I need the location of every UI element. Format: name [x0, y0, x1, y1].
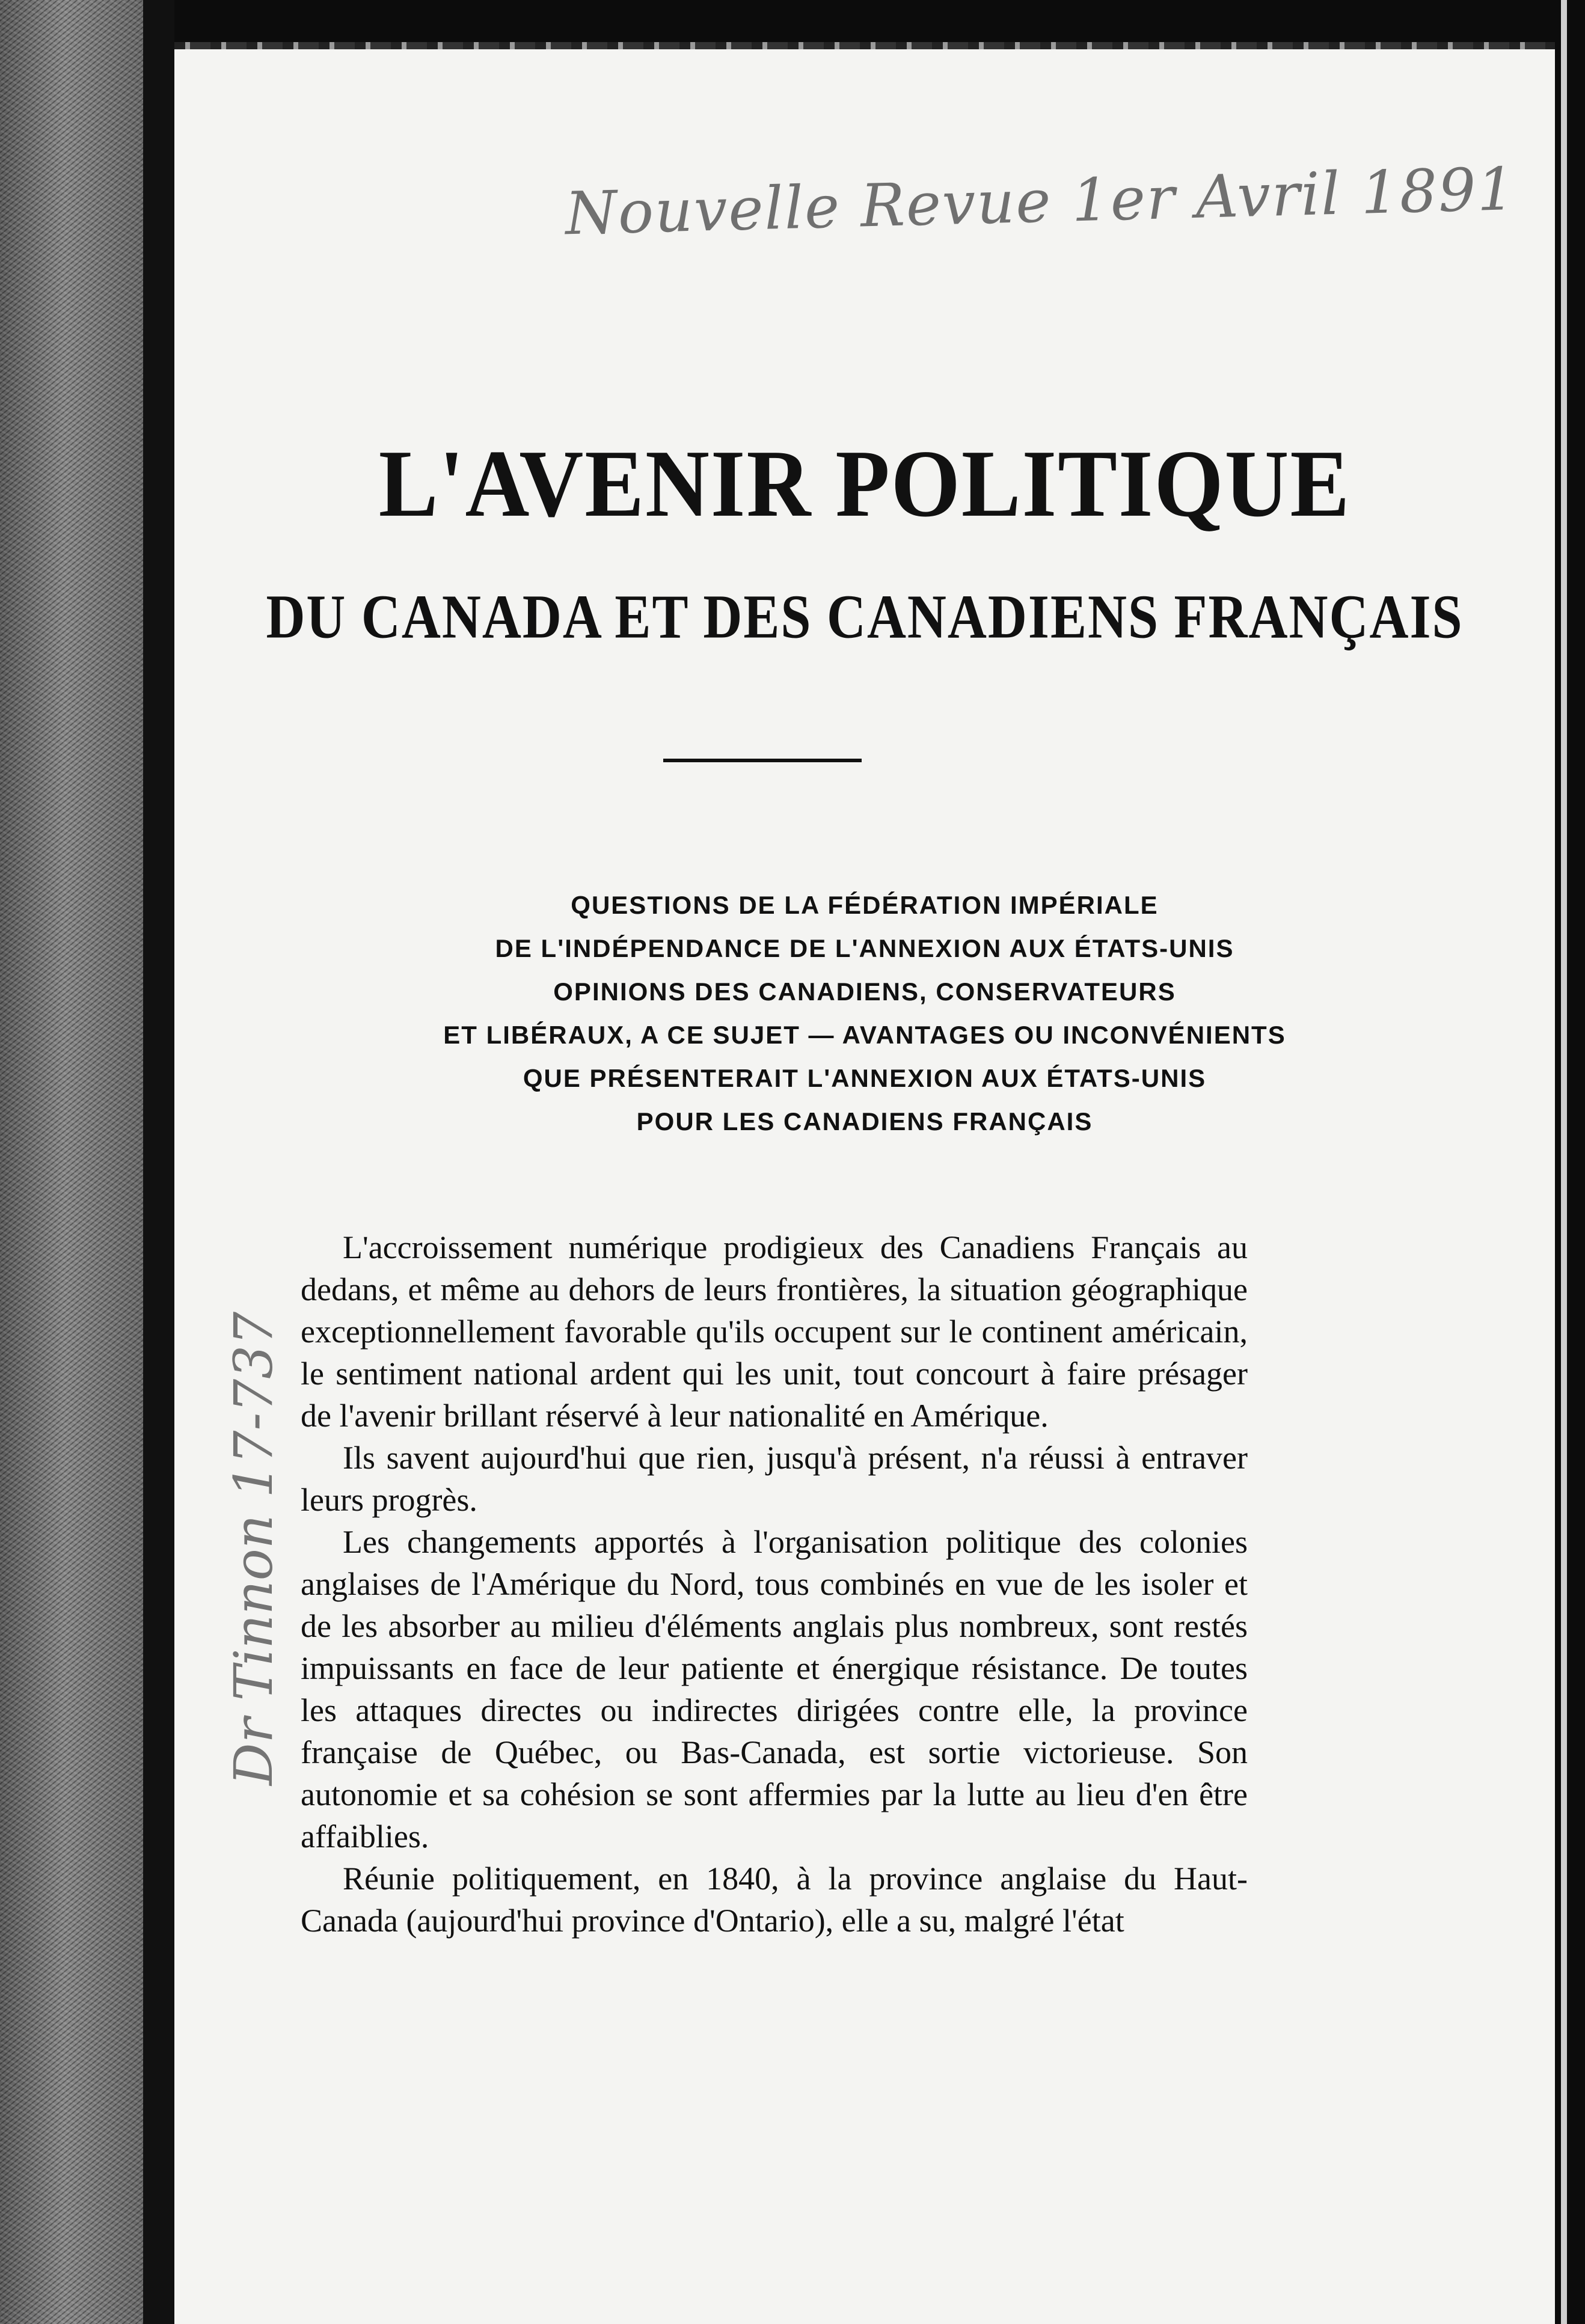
paragraph: Ils savent aujourd'hui que rien, jusqu'à présent, n'a réussi à entraver leurs progrès.	[301, 1440, 1248, 1518]
page-gutter	[143, 0, 174, 2324]
page-title: L'AVENIR POLITIQUE	[378, 430, 1351, 537]
body-text	[301, 1226, 1248, 1942]
page-subtitle: DU CANADA ET DES CANADIENS FRANÇAIS	[266, 583, 1464, 652]
headnote	[174, 884, 1555, 1143]
title-divider	[663, 759, 862, 762]
margin-note: Dr Tinnon 17-737	[222, 1311, 284, 1785]
paragraph: Réunie politiquement, en 1840, à la province anglaise du Haut-Canada (aujourd'hui province d'Ontario), elle a su, malgré l'état	[301, 1861, 1248, 1939]
headnote-line: POUR LES CANADIENS FRANÇAIS	[636, 1107, 1093, 1136]
page-right-edge-line	[1561, 0, 1567, 2324]
handwritten-note: Nouvelle Revue 1er Avril 1891	[564, 155, 1517, 249]
page-right-edge	[1555, 0, 1585, 2324]
headnote-line: OPINIONS DES CANADIENS, CONSERVATEURS	[553, 977, 1176, 1006]
paragraph: L'accroissement numérique prodigieux des Canadiens Français au dedans, et même au dehors de leurs frontières, la situation géographique exceptionnellement favorable qu'ils occupent sur le continent américain, le sentiment national ardent qui les unit, tout concourt à faire présager de l'avenir brillant réservé à leur nationalité en Amérique.	[301, 1229, 1248, 1434]
page-sheet	[174, 49, 1555, 2324]
book-binding	[0, 0, 143, 2324]
paragraph: Les changements apportés à l'organisation politique des colonies anglaises de l'Amérique du Nord, tous combinés en vue de les isoler et de les absorber au milieu d'éléments anglais plus nombreux, sont restés impuissants en face de leur patiente et énergique résistance. De toutes les attaques directes ou indirectes dirigées contre elle, la province française de Québec, ou Bas-Canada, est sortie victorieuse. Son autonomie et sa cohésion se sont affermies par la lutte au lieu d'en être affaiblies.	[301, 1524, 1248, 1855]
headnote-line: QUESTIONS DE LA FÉDÉRATION IMPÉRIALE	[571, 891, 1159, 919]
headnote-line: QUE PRÉSENTERAIT L'ANNEXION AUX ÉTATS-UNIS	[523, 1064, 1207, 1092]
headnote-line: DE L'INDÉPENDANCE DE L'ANNEXION AUX ÉTATS-UNIS	[495, 934, 1234, 962]
headnote-line: ET LIBÉRAUX, A CE SUJET — AVANTAGES OU INCONVÉNIENTS	[443, 1021, 1286, 1049]
